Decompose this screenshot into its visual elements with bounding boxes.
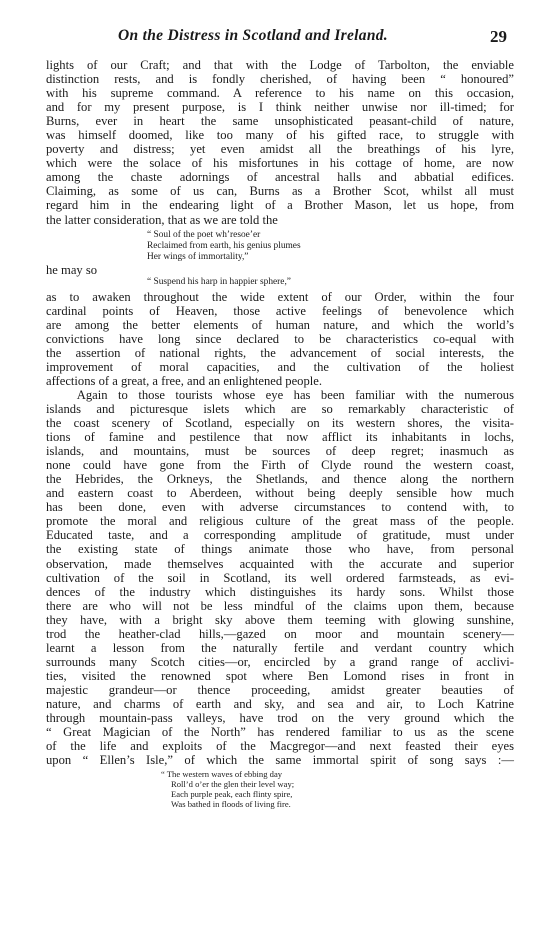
text-line: Again to those tourists whose eye has been familiar with the numerous [46, 387, 514, 402]
text-line: lights of our Craft; and that with the Lodge of Tarbolton, the enviable [46, 58, 514, 72]
text-line: was himself doomed, like too many of his gifted race, to struggle with [46, 128, 514, 143]
text-line: poverty and distress; yet even amidst all the breathings of his lyre, [46, 142, 514, 157]
text-line: islands and picturesque islets which are so remarkably characteristic of [46, 401, 514, 416]
text-line: with his supreme command. A reference to his name on this occasion, [46, 86, 514, 101]
text-line: the coast scenery of Scotland, especially on its western shores, the visita- [46, 416, 514, 431]
text-line: there are who will not be less mindful of the claims upon them, because [46, 598, 514, 613]
verse-line: Her wings of immortality,” [147, 251, 249, 262]
text-line: of the life and exploits of the Macgregor—and next feasted their eyes [46, 739, 514, 754]
text-line: improvement of moral capacities, and the cultivation of the holiest [46, 359, 514, 374]
text-line: are among the better elements of human nature, and which the world’s [46, 317, 514, 332]
text-line: promote the moral and religious culture of the great mass of the people. [46, 514, 514, 529]
verse-quote-2 [161, 769, 514, 809]
text-line: affections of a great, a free, and an enlightened people. [46, 373, 322, 388]
page-number: 29 [490, 27, 507, 46]
text-line: the existing state of things animate those who have, from personal [46, 542, 514, 557]
text-line: tions of famine and pestilence that now afflict its inhabitants in lochs, [46, 430, 514, 445]
text-line: “ Great Magician of the North” has rendered familiar to us as the scene [46, 725, 514, 740]
text-line: nature, and charms of earth and sky, and sea and air, to Loch Katrine [46, 696, 514, 711]
text-line: the latter consideration, that as we are told the [46, 212, 278, 227]
text-line: upon “ Ellen’s Isle,” of which the same immortal spirit of song says :— [46, 753, 514, 768]
verse-line: Was bathed in floods of living fire. [171, 799, 291, 810]
text-line: distinction rests, and is fondly cherished, of having been “ honoured” [46, 72, 514, 87]
text-line: which were the solace of his misfortunes in his cottage of home, are now [46, 156, 514, 171]
verse-line: Each purple peak, each flinty spire, [171, 789, 293, 800]
text-line: none could have gone from the Firth of Clyde round the western coast, [46, 458, 514, 473]
text-line: cardinal points of Heaven, those active feelings of benevolence which [46, 303, 514, 318]
verse-line: “ The western waves of ebbing day [161, 769, 283, 780]
verse-quote-1b [147, 277, 514, 288]
text-line-he-may-so: he may so [46, 262, 98, 277]
text-line: convictions have long since declared to be characteristics co-equal with [46, 331, 514, 346]
text-line: Claiming, as some of us can, Burns as a Brother Scot, whilst all must [46, 184, 514, 199]
verse-line: Reclaimed from earth, his genius plumes [147, 240, 301, 251]
text-line: as to awaken throughout the wide extent of our Order, within the four [46, 289, 514, 304]
text-line: trod the heather-clad hills,—gazed on moor and mountain scenery— [46, 626, 514, 641]
text-line: majestic grandeur—or thence proceeding, amidst greater beauties of [46, 682, 514, 697]
text-line: and for my present purpose, is I think neither unwise nor ill-timed; for [46, 100, 514, 115]
text-line: ties, visited the renowned spot where Ben Lomond rises in front in [46, 668, 514, 683]
text-line: the Hebrides, the Orkneys, the Shetlands, and thence along the northern [46, 472, 514, 487]
text-line: and eastern coast to Aberdeen, without being deeply sensible how much [46, 486, 514, 501]
text-line: learnt a lesson from the naturally fertile and verdant country which [46, 640, 514, 655]
text-line: Educated taste, and a corresponding amplitude of gratitude, must under [46, 528, 514, 543]
text-line: through mountain-pass valleys, have trod on the very ground which the [46, 711, 514, 726]
paragraph-2 [46, 290, 514, 388]
paragraph-3 [46, 388, 514, 767]
text-line: dences of the industry which distinguishes its hardy sons. Whilst those [46, 584, 514, 599]
verse-line: “ Suspend his harp in happier sphere,” [147, 276, 291, 287]
text-line: among the chaste adornings of ancestral halls and abbatial edifices. [46, 170, 514, 185]
text-line: regard him in the endearing light of a Brother Mason, let us hope, from [46, 198, 514, 213]
verse-quote-1 [147, 230, 514, 263]
page-body [46, 58, 514, 809]
text-line: they have, with a bright sky above them teeming with glowing sunshine, [46, 612, 514, 627]
text-line: cultivation of the soil in Scotland, its well ordered farmsteads, as evi- [46, 570, 514, 585]
verse-line: Roll’d o’er the glen their level way; [171, 779, 295, 790]
text-line: has been done, even with adverse circumstances to contend with, to [46, 500, 514, 515]
text-line: Burns, ever in heart the same unsophisticated peasant-child of nature, [46, 114, 514, 129]
text-line: islands, and mountains, must be sources of deep regret; inasmuch as [46, 444, 514, 459]
verse-line: “ Soul of the poet wh’resoe’er [147, 229, 261, 240]
paragraph-1 [46, 58, 514, 227]
text-line: surrounds many Scotch cities—or, encircled by a grand range of acclivi- [46, 654, 514, 669]
text-line: observation, made themselves acquainted with the accurate and superior [46, 556, 514, 571]
text-line: the assertion of national rights, the advancement of social interests, the [46, 345, 514, 360]
running-title: On the Distress in Scotland and Ireland. [118, 27, 388, 44]
